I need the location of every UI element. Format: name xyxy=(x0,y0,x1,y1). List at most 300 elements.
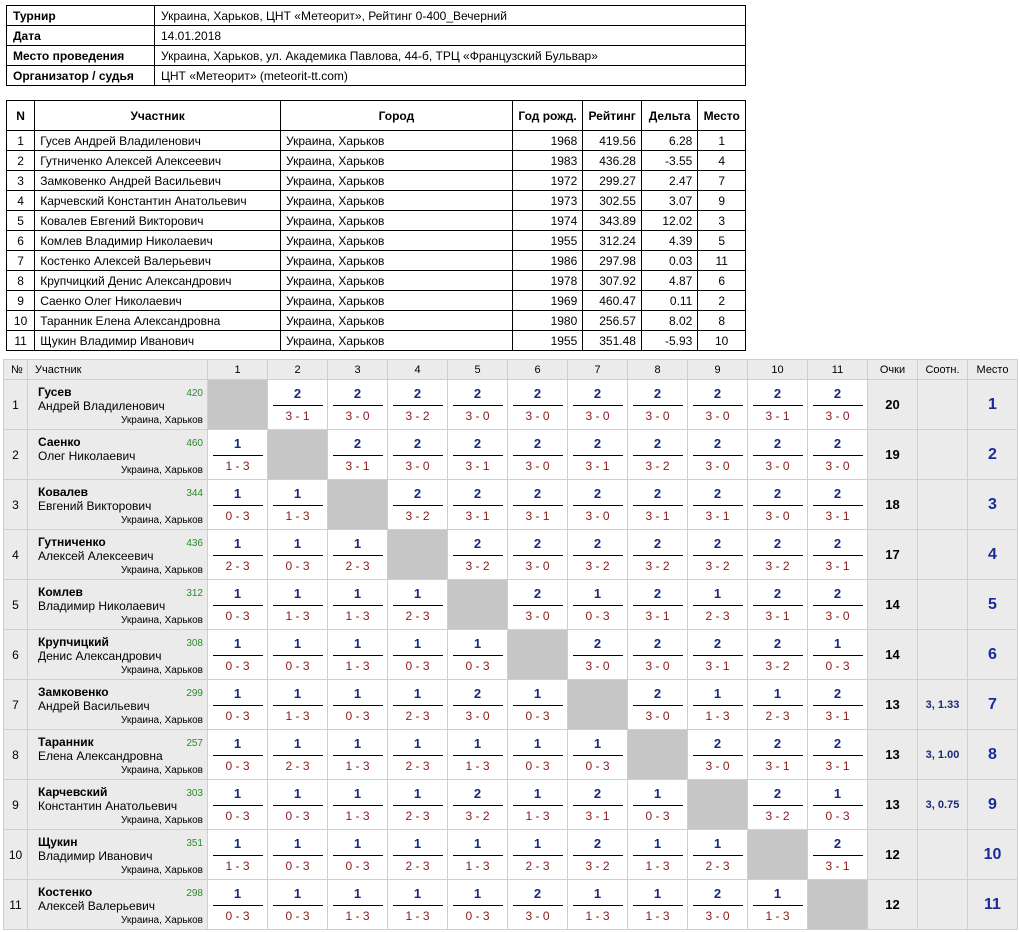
match-box xyxy=(333,682,383,728)
participants-cell: Украина, Харьков xyxy=(281,231,513,251)
player-last-name: Гусев xyxy=(38,385,72,399)
match-box xyxy=(453,382,503,428)
divider xyxy=(333,455,383,456)
player-city: Украина, Харьков xyxy=(121,865,203,876)
match-cell xyxy=(208,580,268,630)
divider xyxy=(393,655,443,656)
header-opponent: 5 xyxy=(448,360,508,380)
match-points: 1 xyxy=(713,835,722,851)
match-box xyxy=(633,532,683,578)
divider xyxy=(333,655,383,656)
match-cell xyxy=(808,480,868,530)
final-place: 8 xyxy=(968,730,1018,780)
match-cell xyxy=(268,630,328,680)
match-points: 1 xyxy=(653,835,662,851)
final-place: 1 xyxy=(968,380,1018,430)
divider xyxy=(453,805,503,806)
participants-cell: Украина, Харьков xyxy=(281,271,513,291)
table-row xyxy=(4,630,1018,680)
final-place: 3 xyxy=(968,480,1018,530)
match-cell xyxy=(268,480,328,530)
divider xyxy=(513,405,563,406)
divider xyxy=(633,405,683,406)
match-points: 2 xyxy=(653,685,662,701)
match-score: 3 - 1 xyxy=(345,458,370,473)
match-cell xyxy=(328,630,388,680)
match-box xyxy=(693,482,743,528)
participants-header-cell: Рейтинг xyxy=(583,101,642,131)
participants-cell: 1980 xyxy=(512,311,583,331)
match-box xyxy=(633,382,683,428)
divider xyxy=(693,405,743,406)
participants-cell: 351.48 xyxy=(583,331,642,351)
participants-cell: 302.55 xyxy=(583,191,642,211)
match-points: 2 xyxy=(773,535,782,551)
match-score: 3 - 0 xyxy=(525,408,550,423)
participants-cell: 297.98 xyxy=(583,251,642,271)
match-cell xyxy=(268,880,328,930)
player-first-name: Алексей Валерьевич xyxy=(38,899,156,913)
match-cell xyxy=(748,630,808,680)
match-box xyxy=(273,482,323,528)
total-points: 13 xyxy=(868,680,918,730)
match-box xyxy=(213,732,263,778)
match-cell xyxy=(688,530,748,580)
match-cell xyxy=(388,880,448,930)
match-points: 1 xyxy=(413,685,422,701)
match-score: 3 - 1 xyxy=(705,658,730,673)
player-rating: 257 xyxy=(186,738,203,749)
match-cell xyxy=(208,830,268,880)
final-place: 10 xyxy=(968,830,1018,880)
match-points: 1 xyxy=(233,735,242,751)
table-row xyxy=(7,331,746,351)
match-box xyxy=(573,832,623,878)
match-score: 3 - 2 xyxy=(765,808,790,823)
player-rating: 436 xyxy=(186,538,203,549)
table-row xyxy=(7,191,746,211)
match-score: 2 - 3 xyxy=(405,858,430,873)
match-points: 1 xyxy=(413,585,422,601)
match-points: 1 xyxy=(233,485,242,501)
ratio xyxy=(918,630,968,680)
match-score: 0 - 3 xyxy=(285,858,310,873)
player-rating: 298 xyxy=(186,888,203,899)
match-points: 1 xyxy=(353,785,362,801)
match-points: 1 xyxy=(233,535,242,551)
row-number: 6 xyxy=(4,630,28,680)
match-score: 3 - 0 xyxy=(465,408,490,423)
divider xyxy=(453,855,503,856)
match-cell xyxy=(448,630,508,680)
match-points: 2 xyxy=(653,485,662,501)
match-points: 1 xyxy=(833,635,842,651)
match-points: 2 xyxy=(473,435,482,451)
participants-cell: 5 xyxy=(698,231,746,251)
player-last-name: Замковенко xyxy=(38,685,109,699)
match-box xyxy=(573,382,623,428)
match-score: 3 - 0 xyxy=(705,758,730,773)
player-last-name: Костенко xyxy=(38,885,93,899)
total-points: 14 xyxy=(868,580,918,630)
final-place: 11 xyxy=(968,880,1018,930)
match-points: 2 xyxy=(473,385,482,401)
match-box xyxy=(393,882,443,928)
match-points: 2 xyxy=(653,535,662,551)
participants-cell: Гусев Андрей Владиленович xyxy=(35,131,281,151)
match-cell xyxy=(448,380,508,430)
match-cell xyxy=(268,580,328,630)
diagonal-cell xyxy=(688,780,748,830)
match-cell xyxy=(628,880,688,930)
table-row xyxy=(7,291,746,311)
match-cell xyxy=(688,430,748,480)
match-points: 2 xyxy=(713,485,722,501)
divider xyxy=(753,805,803,806)
divider xyxy=(513,455,563,456)
divider xyxy=(633,905,683,906)
match-score: 0 - 3 xyxy=(585,758,610,773)
match-score: 3 - 2 xyxy=(465,558,490,573)
match-box xyxy=(393,582,443,628)
player-last-name: Крупчицкий xyxy=(38,635,109,649)
match-box xyxy=(813,632,863,678)
match-cell xyxy=(508,380,568,430)
match-score: 1 - 3 xyxy=(345,658,370,673)
match-score: 0 - 3 xyxy=(225,608,250,623)
match-score: 0 - 3 xyxy=(645,808,670,823)
match-cell xyxy=(328,780,388,830)
match-box xyxy=(213,532,263,578)
match-cell xyxy=(448,530,508,580)
match-points: 2 xyxy=(473,485,482,501)
divider xyxy=(333,405,383,406)
participants-cell: 9 xyxy=(7,291,35,311)
match-cell xyxy=(388,480,448,530)
participants-cell: Костенко Алексей Валерьевич xyxy=(35,251,281,271)
match-cell xyxy=(508,830,568,880)
diagonal-cell xyxy=(508,630,568,680)
match-points: 2 xyxy=(653,635,662,651)
participants-cell: -3.55 xyxy=(641,151,697,171)
match-score: 0 - 3 xyxy=(825,658,850,673)
match-box xyxy=(453,532,503,578)
divider xyxy=(333,705,383,706)
divider xyxy=(633,505,683,506)
info-label: Место проведения xyxy=(7,46,155,66)
player-last-name: Комлев xyxy=(38,585,83,599)
match-cell xyxy=(508,580,568,630)
match-score: 1 - 3 xyxy=(645,858,670,873)
match-cell xyxy=(808,530,868,580)
participants-cell: 12.02 xyxy=(641,211,697,231)
match-box xyxy=(813,382,863,428)
match-cell xyxy=(268,380,328,430)
divider xyxy=(633,855,683,856)
match-cell xyxy=(808,630,868,680)
player-city: Украина, Харьков xyxy=(121,615,203,626)
match-score: 3 - 0 xyxy=(525,458,550,473)
match-score: 0 - 3 xyxy=(225,508,250,523)
match-box xyxy=(633,682,683,728)
match-score: 0 - 3 xyxy=(225,758,250,773)
match-points: 1 xyxy=(233,585,242,601)
match-score: 3 - 1 xyxy=(825,758,850,773)
player-cell xyxy=(28,680,208,730)
divider xyxy=(573,605,623,606)
player-rating: 303 xyxy=(186,788,203,799)
match-points: 1 xyxy=(833,785,842,801)
divider xyxy=(213,905,263,906)
divider xyxy=(753,605,803,606)
match-box xyxy=(333,732,383,778)
diagonal-cell xyxy=(808,880,868,930)
match-score: 1 - 3 xyxy=(645,908,670,923)
match-cell xyxy=(748,680,808,730)
participants-cell: Замковенко Андрей Васильевич xyxy=(35,171,281,191)
ratio xyxy=(918,530,968,580)
match-points: 1 xyxy=(473,735,482,751)
divider xyxy=(813,405,863,406)
match-points: 1 xyxy=(233,835,242,851)
player-rating: 299 xyxy=(186,688,203,699)
match-cell xyxy=(448,780,508,830)
match-cell xyxy=(688,480,748,530)
divider xyxy=(333,555,383,556)
match-box xyxy=(333,832,383,878)
player-first-name: Алексей Алексеевич xyxy=(38,549,154,563)
participants-cell: 2 xyxy=(7,151,35,171)
match-box xyxy=(813,582,863,628)
match-points: 1 xyxy=(293,535,302,551)
divider xyxy=(213,555,263,556)
match-box xyxy=(393,482,443,528)
match-box xyxy=(273,532,323,578)
match-box xyxy=(453,882,503,928)
diagonal-cell xyxy=(268,430,328,480)
match-box xyxy=(753,382,803,428)
final-place: 9 xyxy=(968,780,1018,830)
match-points: 1 xyxy=(233,785,242,801)
participants-cell: 8 xyxy=(698,311,746,331)
match-score: 3 - 1 xyxy=(585,808,610,823)
match-points: 2 xyxy=(353,435,362,451)
final-place: 7 xyxy=(968,680,1018,730)
match-box xyxy=(273,382,323,428)
divider xyxy=(393,505,443,506)
match-box xyxy=(213,632,263,678)
player-first-name: Владимир Иванович xyxy=(38,849,153,863)
match-cell xyxy=(508,430,568,480)
participants-cell: Украина, Харьков xyxy=(281,251,513,271)
match-score: 0 - 3 xyxy=(225,708,250,723)
info-row xyxy=(7,26,746,46)
participants-cell: 1955 xyxy=(512,231,583,251)
divider xyxy=(633,455,683,456)
participants-cell: 7 xyxy=(7,251,35,271)
match-points: 1 xyxy=(533,685,542,701)
total-points: 12 xyxy=(868,830,918,880)
match-score: 3 - 2 xyxy=(405,508,430,523)
match-score: 0 - 3 xyxy=(345,708,370,723)
match-cell xyxy=(568,780,628,830)
match-cell xyxy=(508,780,568,830)
match-box xyxy=(813,532,863,578)
match-points: 1 xyxy=(593,885,602,901)
match-cell xyxy=(628,830,688,880)
divider xyxy=(633,705,683,706)
match-points: 1 xyxy=(233,435,242,451)
match-points: 1 xyxy=(293,585,302,601)
match-box xyxy=(813,732,863,778)
match-score: 3 - 1 xyxy=(525,508,550,523)
divider xyxy=(693,705,743,706)
participants-cell: 6 xyxy=(7,231,35,251)
player-first-name: Андрей Владиленович xyxy=(38,399,165,413)
table-row xyxy=(4,530,1018,580)
match-cell xyxy=(688,580,748,630)
info-value: Украина, Харьков, ул. Академика Павлова, 44-б, ТРЦ «Французский Бульвар» xyxy=(155,46,746,66)
match-box xyxy=(693,382,743,428)
match-points: 2 xyxy=(593,485,602,501)
match-score: 3 - 1 xyxy=(765,408,790,423)
divider xyxy=(453,405,503,406)
match-points: 2 xyxy=(473,785,482,801)
match-cell xyxy=(688,830,748,880)
match-cell xyxy=(508,730,568,780)
match-score: 3 - 0 xyxy=(345,408,370,423)
row-number: 3 xyxy=(4,480,28,530)
match-score: 3 - 0 xyxy=(825,458,850,473)
match-box xyxy=(513,782,563,828)
participants-cell: 3 xyxy=(698,211,746,231)
match-cell xyxy=(568,430,628,480)
match-points: 1 xyxy=(593,585,602,601)
divider xyxy=(813,555,863,556)
match-box xyxy=(573,532,623,578)
divider xyxy=(453,455,503,456)
match-score: 1 - 3 xyxy=(225,458,250,473)
divider xyxy=(813,455,863,456)
participants-cell: 419.56 xyxy=(583,131,642,151)
row-number: 7 xyxy=(4,680,28,730)
player-rating: 308 xyxy=(186,638,203,649)
match-box xyxy=(693,582,743,628)
match-box xyxy=(333,882,383,928)
match-box xyxy=(333,532,383,578)
match-points: 1 xyxy=(413,885,422,901)
match-score: 3 - 2 xyxy=(765,658,790,673)
match-score: 3 - 0 xyxy=(705,408,730,423)
match-score: 0 - 3 xyxy=(225,808,250,823)
participants-cell: 0.11 xyxy=(641,291,697,311)
match-points: 2 xyxy=(593,385,602,401)
final-place: 6 xyxy=(968,630,1018,680)
match-score: 2 - 3 xyxy=(405,608,430,623)
match-score: 2 - 3 xyxy=(225,558,250,573)
info-value: 14.01.2018 xyxy=(155,26,746,46)
player-city: Украина, Харьков xyxy=(121,515,203,526)
match-points: 2 xyxy=(593,835,602,851)
match-box xyxy=(273,582,323,628)
match-score: 1 - 3 xyxy=(765,908,790,923)
table-row xyxy=(4,580,1018,630)
participants-header-cell: Участник xyxy=(35,101,281,131)
divider xyxy=(813,605,863,606)
match-score: 3 - 2 xyxy=(585,858,610,873)
participants-cell: Ковалев Евгений Викторович xyxy=(35,211,281,231)
match-cell xyxy=(568,730,628,780)
match-points: 2 xyxy=(653,385,662,401)
match-points: 1 xyxy=(293,485,302,501)
match-box xyxy=(633,882,683,928)
match-cell xyxy=(388,380,448,430)
match-cell xyxy=(208,630,268,680)
header-points: Очки xyxy=(868,360,918,380)
participants-cell: Украина, Харьков xyxy=(281,151,513,171)
match-points: 1 xyxy=(713,685,722,701)
divider xyxy=(393,405,443,406)
match-points: 2 xyxy=(593,535,602,551)
match-score: 3 - 0 xyxy=(645,708,670,723)
divider xyxy=(513,555,563,556)
player-rating: 351 xyxy=(186,838,203,849)
match-score: 1 - 3 xyxy=(585,908,610,923)
divider xyxy=(813,755,863,756)
match-cell xyxy=(628,630,688,680)
match-points: 1 xyxy=(473,835,482,851)
match-cell xyxy=(748,580,808,630)
player-first-name: Владимир Николаевич xyxy=(38,599,166,613)
match-box xyxy=(753,582,803,628)
match-score: 1 - 3 xyxy=(345,758,370,773)
participants-cell: 4 xyxy=(698,151,746,171)
match-box xyxy=(513,732,563,778)
row-number: 2 xyxy=(4,430,28,480)
match-score: 1 - 3 xyxy=(465,758,490,773)
participants-cell: 11 xyxy=(7,331,35,351)
match-cell xyxy=(328,580,388,630)
match-points: 2 xyxy=(773,385,782,401)
participants-cell: Украина, Харьков xyxy=(281,291,513,311)
match-cell xyxy=(508,530,568,580)
divider xyxy=(633,605,683,606)
header-opponent: 10 xyxy=(748,360,808,380)
player-last-name: Карчевский xyxy=(38,785,108,799)
player-first-name: Олег Николаевич xyxy=(38,449,136,463)
match-box xyxy=(453,682,503,728)
match-points: 2 xyxy=(473,535,482,551)
match-cell xyxy=(388,630,448,680)
participants-cell: Украина, Харьков xyxy=(281,171,513,191)
crosstable xyxy=(3,359,1018,930)
match-box xyxy=(333,782,383,828)
match-box xyxy=(393,632,443,678)
match-score: 0 - 3 xyxy=(345,858,370,873)
divider xyxy=(213,455,263,456)
participants-header-row xyxy=(7,101,746,131)
divider xyxy=(393,455,443,456)
participants-cell: Таранник Елена Александровна xyxy=(35,311,281,331)
participants-cell: 1 xyxy=(698,131,746,151)
match-points: 1 xyxy=(533,835,542,851)
match-score: 3 - 1 xyxy=(765,608,790,623)
table-row xyxy=(7,131,746,151)
match-box xyxy=(273,882,323,928)
player-last-name: Гутниченко xyxy=(38,535,106,549)
divider xyxy=(693,605,743,606)
ratio xyxy=(918,430,968,480)
